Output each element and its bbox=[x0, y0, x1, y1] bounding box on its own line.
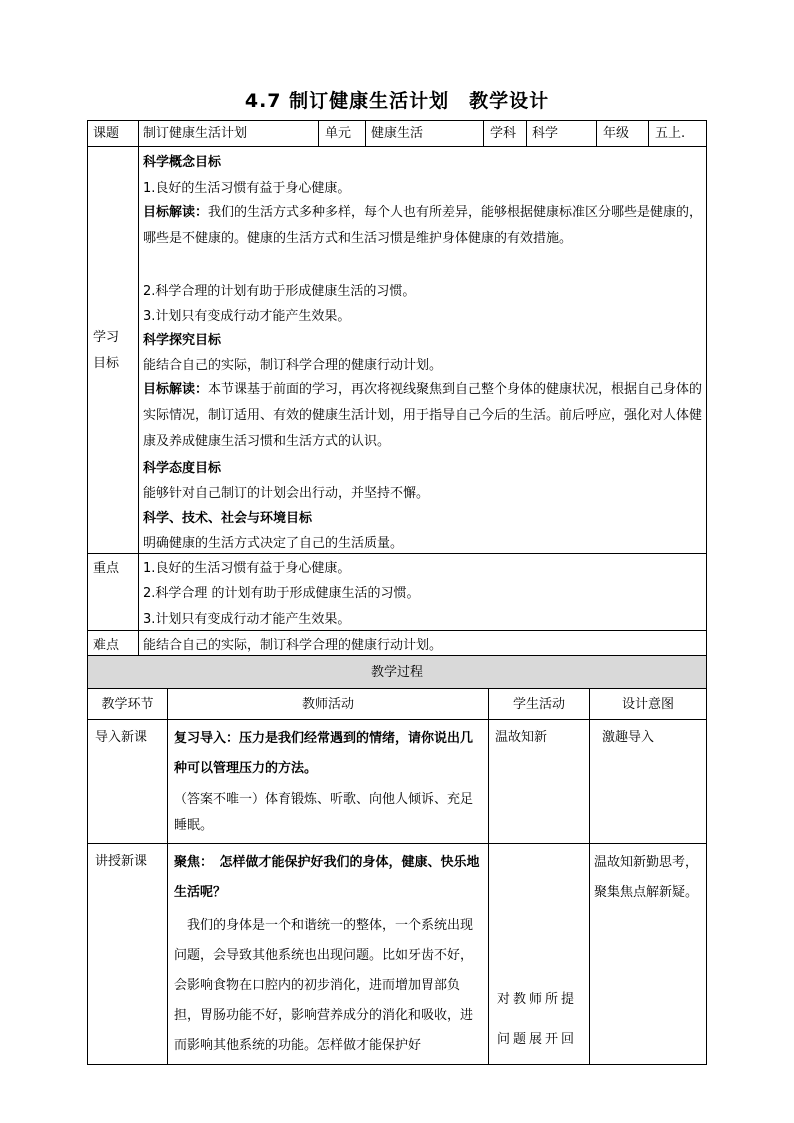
col-student: 学生活动 bbox=[512, 697, 565, 712]
interp2-text: 本节课基于前面的学习，再次将视线聚焦到自己整个身体的健康状况，根据自己身体的实际情况，制订适用、有效的健康生活计划，用于指导自己今后的生活。前后呼应，强化对人体健康及养成健康生活习惯和生活方式的认识。 bbox=[143, 382, 703, 449]
col-stage: 教学环节 bbox=[101, 697, 154, 712]
concept-interpretation bbox=[143, 200, 703, 252]
concept-item-3: 3.计划只有变成行动才能产生效果。 bbox=[143, 309, 351, 324]
row1-stage: 导入新课 bbox=[95, 730, 148, 745]
row2-student: 对教师所提问题展开回 bbox=[497, 992, 578, 1047]
col-intent: 设计意图 bbox=[621, 697, 674, 712]
interp1-text: 我们的生活方式多种多样，每个人也有所差异，能够根据健康标准区分哪些是健康的，哪些是不健康的。健康的生活方式和生活习惯是维护身体健康的有效措施。 bbox=[143, 205, 703, 246]
keypoint-item-1: 1.良好的生活习惯有益于身心健康。 bbox=[143, 561, 351, 576]
grade-value: 五上. bbox=[655, 126, 686, 141]
subject-label: 学科 bbox=[490, 126, 517, 141]
goals-label-line1: 学习 bbox=[93, 330, 120, 345]
inquiry-text: 能结合自己的实际，制订科学合理的健康行动计划。 bbox=[143, 358, 443, 373]
sts-heading: 科学、技术、社会与环境目标 bbox=[143, 511, 313, 526]
unit-label: 单元 bbox=[325, 126, 352, 141]
subject-value: 科学 bbox=[532, 126, 559, 141]
interp1-label: 目标解读： bbox=[143, 205, 209, 220]
unit-value: 健康生活 bbox=[371, 126, 424, 141]
row2-intent: 温故知新勤思考，聚集焦点解新疑。 bbox=[594, 855, 699, 900]
concept-item-2: 2.科学合理的计划有助于形成健康生活的习惯。 bbox=[143, 284, 416, 299]
process-title: 教学过程 bbox=[370, 665, 423, 680]
difficulty-text: 能结合自己的实际，制订科学合理的健康行动计划。 bbox=[143, 638, 443, 653]
inquiry-interpretation bbox=[143, 377, 703, 455]
attitude-heading: 科学态度目标 bbox=[143, 461, 222, 476]
attitude-text: 能够针对自己制订的计划会出行动，并坚持不懈。 bbox=[143, 486, 430, 501]
row2-teacher-text: 我们的身体是一个和谐统一的整体，一个系统出现问题，会导致其他系统也出现问题。比如牙齿不好，会影响食物在口腔内的初步消化，进而增加胃部负担，胃肠功能不好，影响营养成分的消化和吸收，进而影响其他系统的功能。怎样做才能保护好 bbox=[174, 918, 474, 1053]
row1-student: 温故知新 bbox=[495, 730, 548, 745]
keypoint-item-3: 3.计划只有变成行动才能产生效果。 bbox=[143, 612, 351, 627]
row1-teacher-bold: 复习导入：压力是我们经常遇到的情绪，请你说出几种可以管理压力的方法。 bbox=[174, 731, 474, 776]
sts-text: 明确健康的生活方式决定了自己的生活质量。 bbox=[143, 536, 404, 551]
concept-item-1: 1.良好的生活习惯有益于身心健康。 bbox=[143, 181, 351, 196]
row1-intent: 激趣导入 bbox=[602, 730, 655, 745]
row1-teacher-text: （答案不唯一）体育锻炼、听歌、向他人倾诉、充足睡眠。 bbox=[174, 792, 474, 833]
row2-stage: 讲授新课 bbox=[95, 854, 148, 869]
inquiry-heading: 科学探究目标 bbox=[143, 333, 222, 348]
goals-label-line2: 目标 bbox=[93, 356, 120, 371]
document-title: 4.7 制订健康生活计划 教学设计 bbox=[244, 90, 550, 112]
row2-teacher-bold: 聚焦： 怎样做才能保护好我们的身体，健康、快乐地生活呢？ bbox=[174, 855, 480, 900]
difficulty-label: 难点 bbox=[93, 638, 120, 653]
interp2-label: 目标解读： bbox=[143, 382, 209, 397]
col-teacher: 教师活动 bbox=[301, 697, 354, 712]
topic-label: 课题 bbox=[93, 126, 120, 141]
grade-label: 年级 bbox=[603, 126, 630, 141]
concept-heading: 科学概念目标 bbox=[143, 155, 222, 170]
keypoint-item-2: 2.科学合理 的计划有助于形成健康生活的习惯。 bbox=[143, 586, 420, 601]
topic-value: 制订健康生活计划 bbox=[143, 126, 248, 141]
keypoints-label: 重点 bbox=[93, 561, 120, 576]
